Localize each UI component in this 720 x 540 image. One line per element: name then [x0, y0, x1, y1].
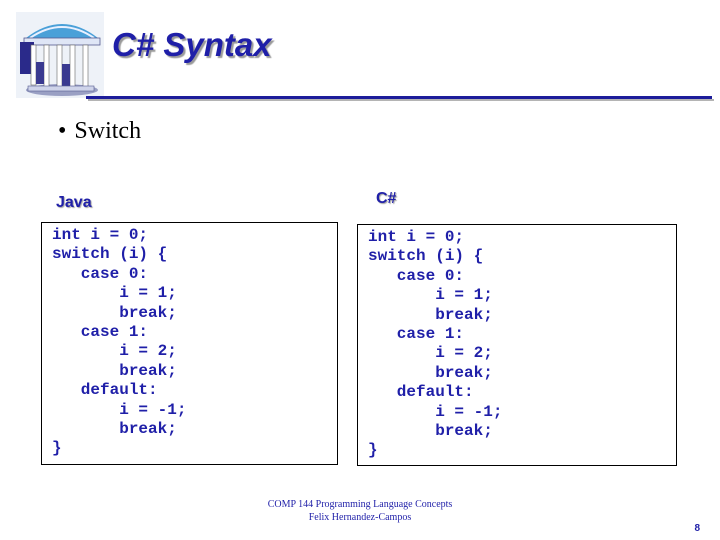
bullet-symbol: •	[58, 118, 67, 144]
csharp-code: int i = 0; switch (i) { case 0: i = 1; break; case 1: i = 2; break; default: i = -1; break; }	[368, 228, 503, 460]
footer-course: COMP 144 Programming Language Concepts	[267, 499, 453, 510]
title-rule-shadow	[88, 99, 714, 101]
old-well-logo-icon	[16, 12, 104, 98]
csharp-label: C#	[376, 190, 397, 207]
slide-title: C# Syntax	[112, 26, 272, 63]
java-code-box	[41, 222, 338, 465]
bullet-item	[58, 118, 141, 145]
title-rule	[86, 96, 712, 99]
footer-author: Felix Hernandez-Campos	[308, 512, 412, 523]
java-label: Java	[56, 194, 92, 211]
page-number: 8	[694, 523, 700, 534]
footer	[0, 498, 720, 524]
java-code: int i = 0; switch (i) { case 0: i = 1; break; case 1: i = 2; break; default: i = -1; break; }	[52, 226, 187, 458]
csharp-code-box	[357, 224, 677, 466]
bullet-text: Switch	[74, 118, 142, 144]
